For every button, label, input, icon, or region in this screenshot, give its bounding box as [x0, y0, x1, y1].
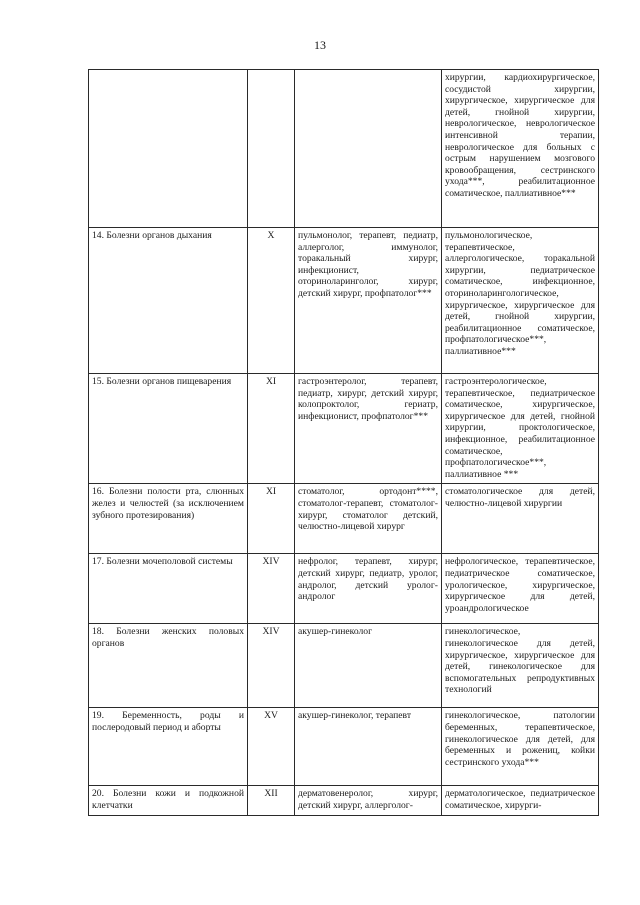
table-row — [89, 374, 599, 484]
class-cell: XI — [248, 374, 295, 484]
class-cell: X — [248, 228, 295, 374]
specialists-cell: акушер-гинеколог, терапевт — [295, 708, 442, 786]
profiles-cell: стоматологическое для детей, челюстно-лицевой хирургии — [442, 484, 599, 554]
table-row — [89, 624, 599, 708]
profiles-cell: гинекологическое, гинекологическое для детей, хирургическое, хирургическое для детей, гинекологическое для вспомогательных репродуктивных технологий — [442, 624, 599, 708]
table-row — [89, 70, 599, 228]
profiles-cell: гинекологическое, патологии беременных, терапевтическое, гинекологическое для детей, для беременных и рожениц, койки сестринского ухода*** — [442, 708, 599, 786]
disease-cell: 16. Болезни полости рта, слюнных желез и челюстей (за исключением зубного протезирования) — [89, 484, 248, 554]
class-cell — [248, 70, 295, 228]
table-row — [89, 786, 599, 816]
table-row — [89, 484, 599, 554]
specialists-cell: акушер-гинеколог — [295, 624, 442, 708]
specialists-cell: нефролог, терапевт, хирург, детский хирург, педиатр, уролог, андролог, детский уролог-андролог — [295, 554, 442, 624]
class-cell: XII — [248, 786, 295, 816]
disease-cell: 15. Болезни органов пищеварения — [89, 374, 248, 484]
page-number: 13 — [314, 38, 326, 52]
profiles-cell: гастроэнтерологическое, терапевтическое, педиатрическое соматическое, хирургическое, хирургическое для детей, гнойной хирургии, проктологическое, инфекционное, реабилитационное соматическое, профпатологическое***, паллиативное *** — [442, 374, 599, 484]
specialists-cell: стоматолог, ортодонт****, стоматолог-терапевт, стоматолог-хирург, стоматолог детский, челюстно-лицевой хирург — [295, 484, 442, 554]
disease-cell: 18. Болезни женских половых органов — [89, 624, 248, 708]
disease-cell: 19. Беременность, роды и послеродовый период и аборты — [89, 708, 248, 786]
disease-cell: 17. Болезни мочеполовой системы — [89, 554, 248, 624]
disease-cell — [89, 70, 248, 228]
class-cell: XI — [248, 484, 295, 554]
profiles-cell: пульмонологическое, терапевтическое, аллергологическое, торакальной хирургии, педиатрическое соматическое, инфекционное, оториноларингологическое, хирургическое, хирургическое для детей, гнойной хирургии, реабилитационное соматическое, профпатологическое***, паллиативное*** — [442, 228, 599, 374]
specialists-cell: гастроэнтеролог, терапевт, педиатр, хирург, детский хирург, колопроктолог, гериатр, инфекционист, профпатолог*** — [295, 374, 442, 484]
specialists-cell: пульмонолог, терапевт, педиатр, аллерголог, иммунолог, торакальный хирург, инфекционист, оториноларинголог, хирург, детский хирург, профпатолог*** — [295, 228, 442, 374]
specialists-cell — [295, 70, 442, 228]
profiles-cell: дерматологическое, педиатрическое соматическое, хирурги- — [442, 786, 599, 816]
class-cell: XV — [248, 708, 295, 786]
class-cell: XIV — [248, 624, 295, 708]
table-row — [89, 228, 599, 374]
disease-cell: 20. Болезни кожи и подкожной клетчатки — [89, 786, 248, 816]
disease-cell: 14. Болезни органов дыхания — [89, 228, 248, 374]
specialists-cell: дерматовенеролог, хирург, детский хирург, аллерголог- — [295, 786, 442, 816]
profiles-cell: хирургии, кардиохирургическое, сосудистой хирургии, хирургическое, хирургическое для детей, гнойной хирургии, неврологическое, неврологическое интенсивной терапии, неврологическое для больных с острым нарушением мозгового кровообращения, сестринского ухода***, реабилитационное соматическое, паллиативное*** — [442, 70, 599, 228]
table-row — [89, 554, 599, 624]
class-cell: XIV — [248, 554, 295, 624]
bed-profile-table — [88, 69, 599, 816]
table-row — [89, 708, 599, 786]
profiles-cell: нефрологическое, терапевтическое, педиатрическое соматическое, урологическое, хирургическое, хирургическое для детей, уроандрологическое — [442, 554, 599, 624]
